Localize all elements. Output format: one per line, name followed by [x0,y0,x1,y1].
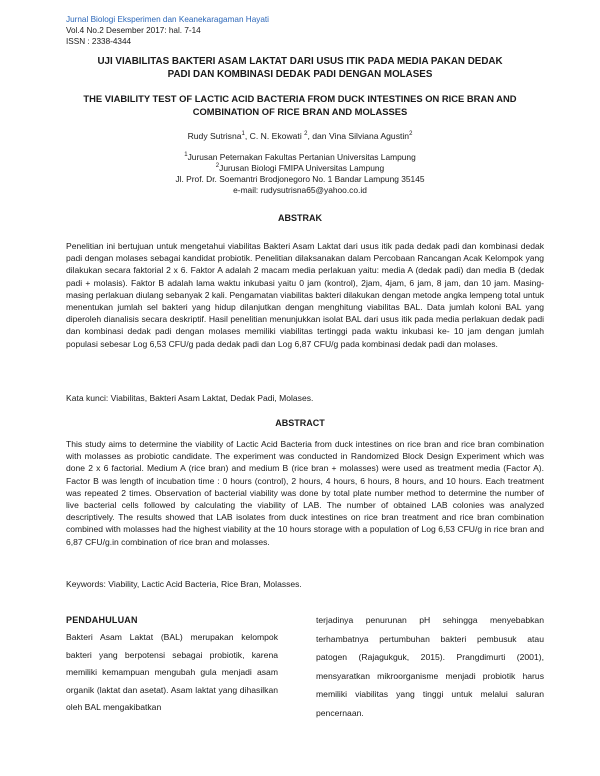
author-3-affil-mark: 2 [409,131,413,138]
abstrak-body: Penelitian ini bertujuan untuk mengetahui viabilitas Bakteri Asam Laktat dari usus itik pada dedak padi dan kombinasi dedak padi dengan molases sebagai kandidat probiotik. Penelitian dilaksanakan dalam Percobaan Rancangan Acak Kelompok yang dilakukan secara faktorial 2 x 6. Faktor A adalah 2 macam media perlakuan yaitu: media A (dedak padi) dan media B (dedak padi + molasis). Faktor B adalah lama waktu inkubasi yaitu 0 jam (kontrol), 2jam, 4jam, 6 jam, 8 jam, dan 10 jam. Masing- masing perlakuan diulang sebanyak 2 kali. Pengamatan viabilitas bakteri dilakukan dengan metode angka lempeng total untuk menentukan jumlah sel bakteri yang hidup dilanjutkan dengan menghitung viabilitas BAL. Data jumlah koloni BAL yang diperoleh dianalisis secara deskriptif. Hasil penelitian menunjukkan isolat BAL dari usus itik pada media perlakuan dedak padi dan kombinasi dedak padi dengan molases memiliki viabilitas tertinggi pada waktu inkubasi ke- 10 jam dengan jumlah populasi sebesar Log 6,53 CFU/g pada dedak padi dan Log 6,87 CFU/g pada kombinasi dedak padi dan molases. [66,241,544,349]
author-1: Rudy Sutrisna [187,131,242,141]
author-1-affil-mark: 1 [241,131,245,138]
author-separator-2: , dan [307,131,329,141]
journal-header [66,14,269,47]
affiliation-1-mark: 1 [184,152,188,159]
title-id-line-2: PADI DAN KOMBINASI DEDAK PADI DENGAN MOLASES [167,68,433,80]
intro-right-column [316,611,544,723]
journal-issn: ISSN : 2338-4344 [66,37,132,46]
affiliation-2: $^2$Jurusan Biologi FMIPA Universitas Lampung [215,163,385,173]
abstrak-heading: ABSTRAK [278,213,322,223]
affiliations [0,152,600,196]
title-en-line-1: THE VIABILITY TEST OF LACTIC ACID BACTERIA FROM DUCK INTESTINES ON RICE BRAN AND [83,93,517,104]
title-en-line-2: COMBINATION OF RICE BRAN AND MOLASSES [192,105,408,117]
title-id-line-1: UJI VIABILITAS BAKTERI ASAM LAKTAT DARI USUS ITIK PADA MEDIA PAKAN DEDAK [97,56,503,67]
intro-left-text: Bakteri Asam Laktat (BAL) merupakan kelompok bakteri yang berpotensi sebagai probiotik, karena memiliki kemampuan mengubah gula menjadi asam organik (laktat dan asetat). Asam laktat yang dihasilkan oleh BAL mengakibatkan [66,632,278,713]
corresponding-email: e-mail: rudysutrisna65@yahoo.co.id [233,185,367,195]
abstract-keywords: Keywords: Viability, Lactic Acid Bacteria, Rice Bran, Molasses. [66,579,302,589]
title-english [40,93,560,118]
intro-heading: PENDAHULUAN [66,615,138,625]
abstract-heading: ABSTRACT [275,418,325,428]
author-2-affil-mark: 2 [304,131,308,138]
author-3: Vina Silviana Agustin [328,131,410,141]
author-list [0,131,600,141]
abstrak-keywords: Kata kunci: Viabilitas, Bakteri Asam Laktat, Dedak Padi, Molases. [66,393,314,403]
journal-volume: Vol.4 No.2 Desember 2017: hal. 7-14 [66,26,201,35]
title-indonesian [40,56,560,81]
affiliation-2-mark: 2 [215,163,220,170]
author-2: C. N. Ekowati [249,131,302,141]
author-separator-1: , [244,131,250,141]
intro-right-text: terjadinya penurunan pH sehingga menyebabkan terhambatnya pertumbuhan bakteri pembusuk atau patogen (Rajagukguk, 2015). Prangdimurti (2001), mensyaratkan mikroorganisme menjadi probiotik harus memiliki viabilitas yang tinggi untuk melalui saluran pencernaan. [316,615,544,718]
abstract-body: This study aims to determine the viability of Lactic Acid Bacteria from duck intestines on rice bran and rice bran combination with molasses as probiotic candidate. The experiment was conducted in Randomized Block Design Experiment which was done 2 x 6 factorial. Medium A (rice bran) and medium B (rice bran + molasses) were used as treatment media (Factor A). Factor B was length of incubation time : 0 hours (control), 2 hours, 4 hours, 6 hours, 8 hours, and 10 hours. Each treatment was repeated 2 times. Observation of bacterial viability was done by total plate number method to determine the number of live bacterial cells followed by calculating the viability of LAB. The number of obtained LAB colonies was analyzed descriptively. The results showed that LAB isolates from duck intestines on rice bran treatment and rice bran combination combined with molasses had the highest viability at the 10 hours storage with a population of Log 6,53 CFU/g in rice bran and 6,87 CFU/g.in combination of rice bran and molasses. [66,439,544,547]
journal-name: Jurnal Biologi Eksperimen dan Keanekaragaman Hayati [66,15,269,24]
affiliation-address: Jl. Prof. Dr. Soemantri Brodjonegoro No. 1 Bandar Lampung 35145 [175,174,425,184]
affiliation-1: $^1$Jurusan Peternakan Fakultas Pertanian Universitas Lampung [184,152,416,162]
intro-left-column [66,614,278,717]
